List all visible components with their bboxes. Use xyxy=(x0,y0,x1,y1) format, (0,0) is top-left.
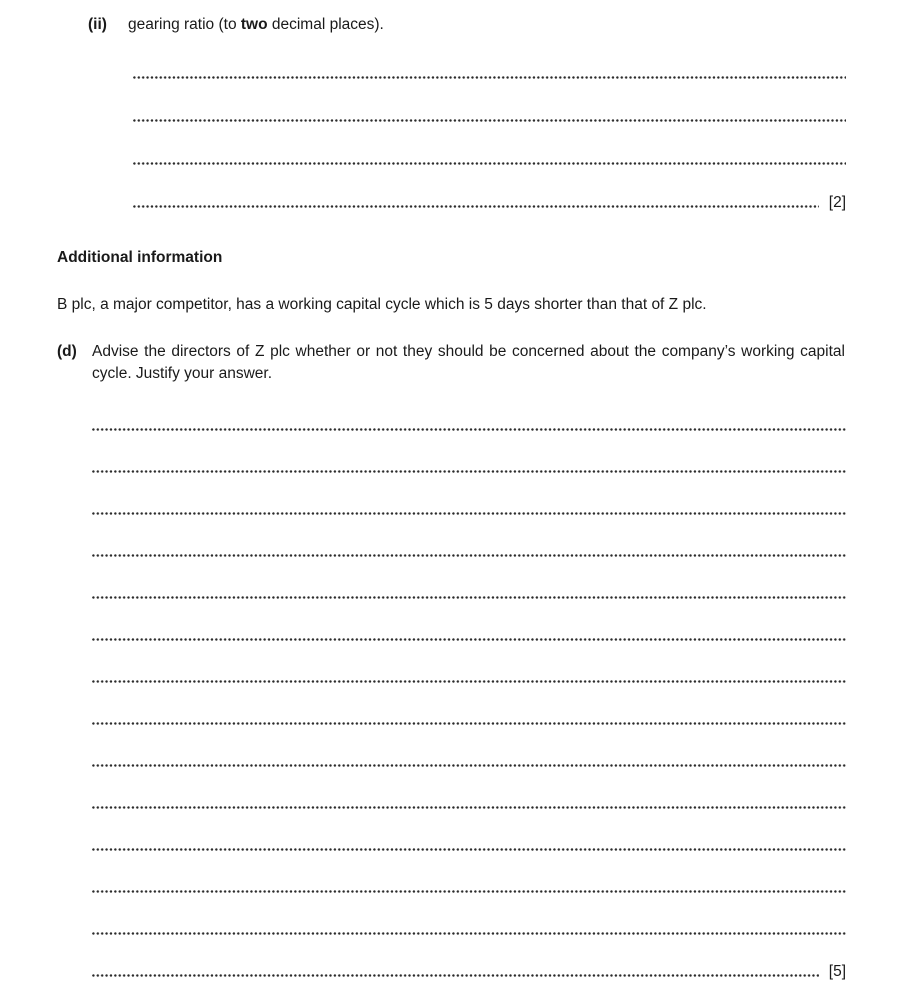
answer-line xyxy=(92,809,846,851)
dotted-rule xyxy=(92,554,846,557)
answer-line xyxy=(92,893,846,935)
answer-line xyxy=(92,851,846,893)
answer-line xyxy=(133,36,846,79)
dotted-rule xyxy=(92,680,846,683)
answer-line xyxy=(133,165,846,211)
dotted-rule xyxy=(133,162,846,165)
additional-information-text: B plc, a major competitor, has a working capital cycle which is 5 days shorter than that of Z plc. xyxy=(57,296,707,313)
dotted-rule xyxy=(92,428,846,431)
dotted-rule xyxy=(92,806,846,809)
dotted-rule xyxy=(92,470,846,473)
question-d xyxy=(57,341,845,385)
question-ii-bold-word: two xyxy=(240,16,268,33)
question-ii-text-after: decimal places). xyxy=(267,16,384,33)
answer-line xyxy=(92,515,846,557)
dotted-rule xyxy=(92,512,846,515)
answer-line xyxy=(92,767,846,809)
answer-line xyxy=(92,641,846,683)
answer-line xyxy=(92,725,846,767)
dotted-rule xyxy=(92,890,846,893)
answer-line xyxy=(133,79,846,122)
dotted-rule xyxy=(92,764,846,767)
answer-block-ii xyxy=(133,36,846,211)
question-ii xyxy=(88,14,846,36)
answer-line xyxy=(92,935,846,980)
dotted-rule xyxy=(92,932,846,935)
dotted-rule xyxy=(92,722,846,725)
answer-line xyxy=(92,431,846,473)
question-d-text: Advise the directors of Z plc whether or not they should be concerned about the company’s working capital cycle. Justify your answer. xyxy=(92,343,845,382)
answer-line xyxy=(92,557,846,599)
dotted-rule xyxy=(92,974,819,977)
answer-line xyxy=(133,122,846,165)
dotted-rule xyxy=(133,205,819,208)
dotted-rule xyxy=(92,596,846,599)
question-ii-label: (ii) xyxy=(88,16,107,33)
answer-line xyxy=(92,389,846,431)
answer-line xyxy=(92,473,846,515)
answer-block-d xyxy=(92,389,846,980)
answer-line xyxy=(92,599,846,641)
answer-line xyxy=(92,683,846,725)
additional-information-heading: Additional information xyxy=(57,249,223,266)
question-ii-text-before: gearing ratio (to xyxy=(128,16,241,33)
dotted-rule xyxy=(133,119,846,122)
mark-label: [2] xyxy=(828,194,846,211)
mark-label: [5] xyxy=(828,963,846,980)
question-d-label: (d) xyxy=(57,343,77,360)
dotted-rule xyxy=(92,848,846,851)
question-ii-text xyxy=(128,14,384,36)
dotted-rule xyxy=(92,638,846,641)
dotted-rule xyxy=(133,76,846,79)
